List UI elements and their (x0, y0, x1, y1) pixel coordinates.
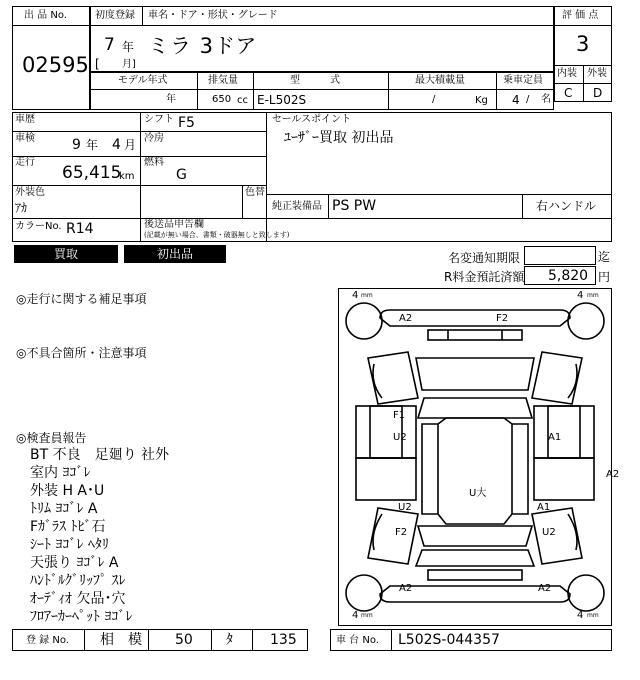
inspector-line: 天張り ﾖｺﾞﾚ A (30, 555, 119, 571)
first-reg-year: 7 (104, 35, 115, 55)
damage-code: A2 (538, 583, 552, 594)
lot-number: 02595 (22, 53, 89, 77)
inspection-month-unit: 月 (124, 138, 137, 152)
handle-value: 右ハンドル (536, 199, 597, 213)
hood (416, 358, 534, 390)
exterior-label: 外装 (587, 68, 607, 79)
damage-code: U大 (469, 488, 487, 499)
type-label: 型 式 (290, 75, 340, 86)
reg-class: 50 (175, 632, 193, 648)
left-rear-quarter (368, 508, 418, 564)
recolor-label: 色替 (245, 187, 265, 198)
sales-point-label: セールスポイント (272, 114, 352, 125)
inspector-line: 外装 H A･U (30, 483, 105, 499)
recycle-label: R料金預託済額 (444, 270, 525, 284)
max-load: / (432, 94, 436, 105)
damage-code: F1 (393, 410, 406, 421)
tire-depth-bl: 4 (352, 610, 359, 621)
shift-label: シフト (144, 114, 174, 125)
car-name: ミラ 3ドア (148, 34, 258, 58)
fuel-label: 燃料 (144, 157, 164, 168)
history-label: 車歴 (15, 114, 35, 125)
inspector-line: ﾌﾛｱｰｶｰﾍﾟｯﾄ ﾖｺﾞﾚ (30, 609, 133, 625)
reg-kana: ﾀ (226, 632, 233, 648)
rear-hatch (416, 550, 534, 566)
lot-label: 出 品 No. (24, 10, 67, 21)
inspector-line: ﾊﾝﾄﾞﾙｸﾞﾘｯﾌﾟ ｽﾚ (30, 573, 126, 589)
model-year-label: モデル年式 (118, 75, 168, 86)
right-side-panel (534, 406, 594, 458)
damage-code: A2 (399, 313, 413, 324)
reg-number: 135 (270, 632, 297, 648)
sales-point: ﾕｰｻﾞｰ買取 初出品 (284, 130, 394, 146)
recycle-amount: 5,820 (548, 268, 589, 284)
month-bracket: [ (95, 57, 100, 71)
right-rear-quarter (532, 508, 582, 564)
left-front-fender (368, 352, 418, 404)
mileage-unit: km (119, 171, 135, 182)
max-load-unit: Kg (475, 95, 488, 106)
tire-rear-left (346, 575, 382, 611)
model-type: E-L502S (257, 93, 307, 107)
tire-depth-tl: 4 (352, 290, 359, 301)
recycle-unit: 円 (598, 270, 611, 284)
tire-unit-bl: mm (361, 612, 373, 619)
car-name-label: 車名・ドア・形状・グレード (148, 10, 278, 21)
inspection-year: 9 (72, 137, 81, 153)
post-docs-label: 後送品申告欄 (144, 219, 204, 230)
interior-label: 内装 (557, 68, 577, 79)
displacement-label: 排気量 (208, 75, 238, 86)
model-year-unit: 年 (166, 94, 176, 105)
tire-unit-tl: mm (361, 292, 373, 299)
inspection-month: 4 (112, 137, 121, 153)
damage-code: A1 (548, 432, 562, 443)
notice-deadline-box (524, 246, 596, 265)
grade-value: 3 (576, 32, 590, 56)
damage-code: F2 (496, 313, 509, 324)
front-grille (428, 330, 522, 340)
purchase-badge: 買取 (14, 245, 118, 263)
reg-label: 登 録 No. (26, 635, 69, 646)
inspector-line: BT 不良 足廻り 社外 (30, 447, 170, 463)
tire-rear-right (568, 575, 604, 611)
capacity-unit: 名 (541, 94, 551, 105)
damage-code: A2 (399, 583, 413, 594)
year-unit: 年 (122, 40, 135, 54)
rear-light-bar (428, 570, 522, 580)
color-label: 外装色 (15, 187, 45, 198)
inspector-label: ◎検査員報告 (16, 431, 87, 445)
capacity-label: 乗車定員 (503, 75, 543, 86)
mileage-label: 走行 (15, 157, 35, 168)
displacement-unit: cc (237, 95, 248, 106)
windshield (418, 398, 532, 418)
capacity: 4 (512, 93, 520, 107)
damage-code: U2 (393, 432, 407, 443)
tire-front-left (346, 303, 382, 339)
damage-code: A1 (537, 502, 551, 513)
month-unit: 月] (122, 59, 136, 70)
right-front-fender (532, 352, 582, 404)
fuel-value: G (176, 167, 187, 183)
damage-code: U2 (542, 527, 556, 538)
roof-panel (438, 418, 512, 524)
rear-window (418, 526, 532, 546)
grade-label: 評 価 点 (562, 10, 599, 21)
chassis-label: 車 台 No. (336, 635, 379, 646)
mileage-value: 65,415 (62, 163, 122, 183)
damage-code: U2 (398, 502, 412, 513)
inspector-line: 室内 ﾖｺﾞﾚ (30, 465, 91, 481)
exterior-grade: D (593, 86, 603, 100)
tire-depth-tr: 4 (577, 290, 584, 301)
max-load-label: 最大積載量 (415, 75, 465, 86)
defects-label: ◎不具合箇所・注意事項 (16, 346, 147, 360)
driving-notes-label: ◎走行に関する補足事項 (16, 292, 147, 306)
equipment-value: PS PW (332, 198, 377, 214)
interior-grade: C (564, 86, 573, 100)
post-docs-note: (記載が無い場合、書類・破器無しと致します) (144, 231, 290, 239)
ac-label: 冷房 (144, 133, 164, 144)
damage-code: A2 (606, 469, 620, 480)
inspector-line: Fｶﾞﾗｽ ﾄﾋﾞ石 (30, 519, 106, 535)
color-value: ｱｶ (15, 201, 28, 215)
tire-unit-tr: mm (587, 292, 599, 299)
damage-code: F2 (395, 527, 408, 538)
tire-depth-br: 4 (577, 610, 584, 621)
notice-deadline-label: 名変通知期限 (448, 251, 521, 265)
equipment-label: 純正装備品 (272, 201, 322, 212)
inspection-label: 車検 (15, 133, 35, 144)
first-listing-badge: 初出品 (124, 245, 226, 263)
capacity-sep: / (526, 94, 530, 105)
reg-place: 相 模 (100, 632, 142, 648)
inspector-line: ｼｰﾄ ﾖｺﾞﾚ ﾍﾀﾘ (30, 537, 109, 553)
displacement: 650 (212, 94, 232, 105)
color-no-value: R14 (66, 221, 94, 237)
tire-unit-br: mm (587, 612, 599, 619)
chassis-number: L502S-044357 (398, 632, 500, 648)
first-reg-label: 初度登録 (95, 10, 135, 21)
shift-value: F5 (178, 115, 195, 131)
inspection-year-unit: 年 (86, 138, 99, 152)
color-no-label: カラーNo. (15, 221, 62, 232)
car-diagram (338, 288, 612, 626)
notice-deadline-suffix: 迄 (598, 250, 611, 264)
left-side-panel (356, 406, 416, 458)
tire-front-right (568, 303, 604, 339)
inspector-line: ｵｰﾃﾞｨｵ 欠品･穴 (30, 591, 126, 607)
inspector-line: ﾄﾘﾑ ﾖｺﾞﾚ A (30, 501, 98, 517)
